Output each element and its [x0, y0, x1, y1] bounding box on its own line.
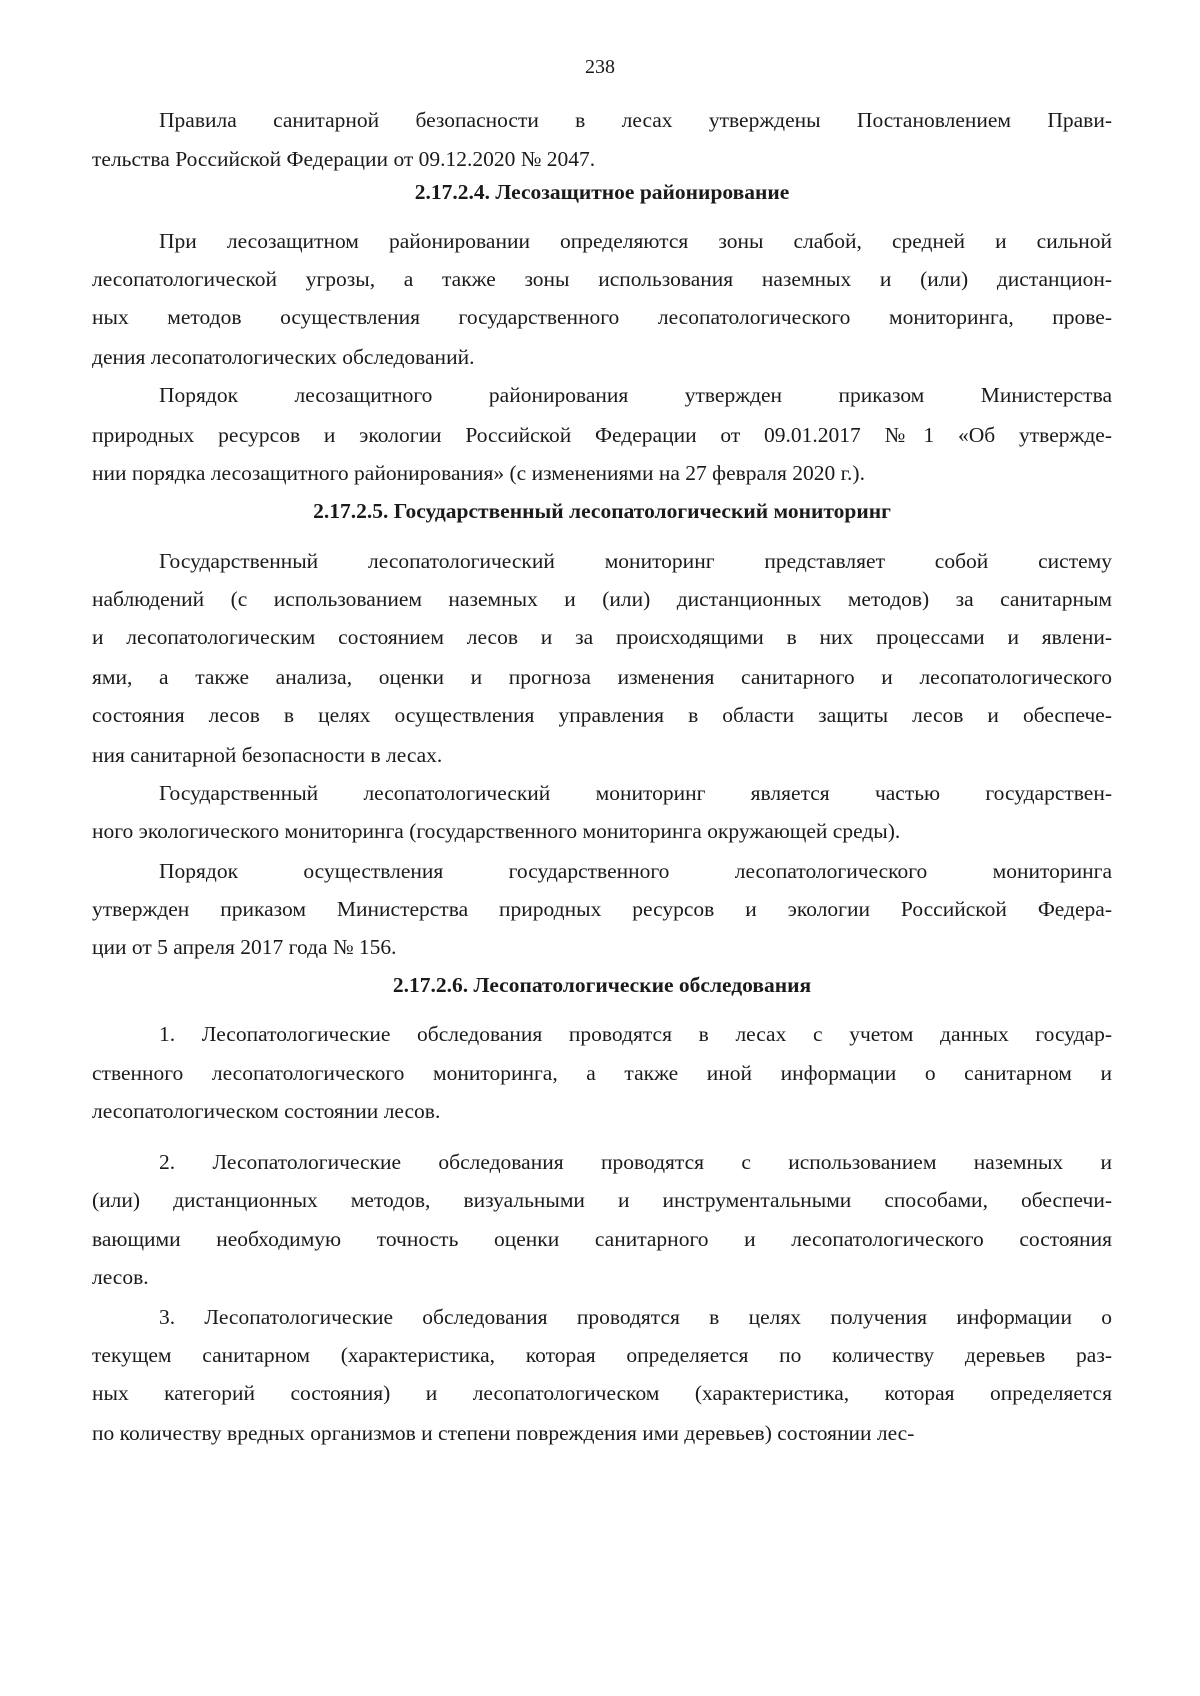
paragraph-line: природных ресурсов и экологии Российской Федерации от 09.01.2017 №1 «Об утвержде- [92, 423, 1112, 447]
paragraph-line: Порядок осуществления государственного лесопатологического мониторинга [159, 859, 1112, 883]
section-heading: 2.17.2.5. Государственный лесопатологический мониторинг [313, 499, 891, 523]
paragraph-line: лесопатологической угрозы, а также зоны использования наземных и (или) дистанцион- [92, 267, 1112, 291]
paragraph-line: При лесозащитном районировании определяются зоны слабой, средней и сильной [159, 229, 1112, 253]
paragraph-line: ного экологического мониторинга (государственного мониторинга окружающей среды). [92, 819, 901, 843]
page-number: 238 [585, 56, 615, 78]
paragraph-line: 1. Лесопатологические обследования проводятся в лесах с учетом данных государ- [159, 1022, 1112, 1046]
paragraph-line: Государственный лесопатологический мониторинг является частью государствен- [159, 781, 1112, 805]
paragraph-line: утвержден приказом Министерства природных ресурсов и экологии Российской Федера- [92, 897, 1112, 921]
paragraph-line: вающими необходимую точность оценки санитарного и лесопатологического состояния [92, 1227, 1112, 1251]
paragraph-line: Правила санитарной безопасности в лесах утверждены Постановлением Прави- [159, 108, 1112, 132]
paragraph-line: 2. Лесопатологические обследования проводятся с использованием наземных и [159, 1150, 1112, 1174]
paragraph-line: лесопатологическом состоянии лесов. [92, 1099, 441, 1123]
paragraph-line: ных методов осуществления государственного лесопатологического мониторинга, прове- [92, 305, 1112, 329]
paragraph-line: ственного лесопатологического мониторинга, а также иной информации о санитарном и [92, 1061, 1112, 1085]
paragraph-line: (или) дистанционных методов, визуальными и инструментальными способами, обеспечи- [92, 1188, 1112, 1212]
paragraph-line: наблюдений (с использованием наземных и (или) дистанционных методов) за санитарным [92, 587, 1112, 611]
section-heading: 2.17.2.4. Лесозащитное районирование [414, 180, 790, 204]
paragraph-line: Государственный лесопатологический мониторинг представляет собой систему [159, 549, 1112, 573]
paragraph-line: и лесопатологическим состоянием лесов и за происходящими в них процессами и явлени- [92, 625, 1112, 649]
paragraph-line: состояния лесов в целях осуществления управления в области защиты лесов и обеспече- [92, 703, 1112, 727]
paragraph-line: ями, а также анализа, оценки и прогноза изменения санитарного и лесопатологического [92, 665, 1112, 689]
section-heading: 2.17.2.6. Лесопатологические обследования [392, 973, 812, 997]
paragraph-line: лесов. [92, 1265, 149, 1289]
paragraph-line: дения лесопатологических обследований. [92, 345, 475, 369]
paragraph-line: ных категорий состояния) и лесопатологическом (характеристика, которая определяется [92, 1381, 1112, 1405]
paragraph-line: тельства Российской Федерации от 09.12.2020 № 2047. [92, 147, 596, 171]
paragraph-line: ции от 5 апреля 2017 года № 156. [92, 935, 397, 959]
paragraph-line: 3. Лесопатологические обследования проводятся в целях получения информации о [159, 1305, 1112, 1329]
paragraph-line: ния санитарной безопасности в лесах. [92, 743, 443, 767]
paragraph-line: нии порядка лесозащитного районирования» (с изменениями на 27 февраля 2020 г.). [92, 461, 865, 485]
paragraph-line: текущем санитарном (характеристика, которая определяется по количеству деревьев раз- [92, 1343, 1112, 1367]
paragraph-line: Порядок лесозащитного районирования утвержден приказом Министерства [159, 383, 1112, 407]
paragraph-line: по количеству вредных организмов и степени повреждения ими деревьев) состоянии лес- [92, 1421, 915, 1445]
